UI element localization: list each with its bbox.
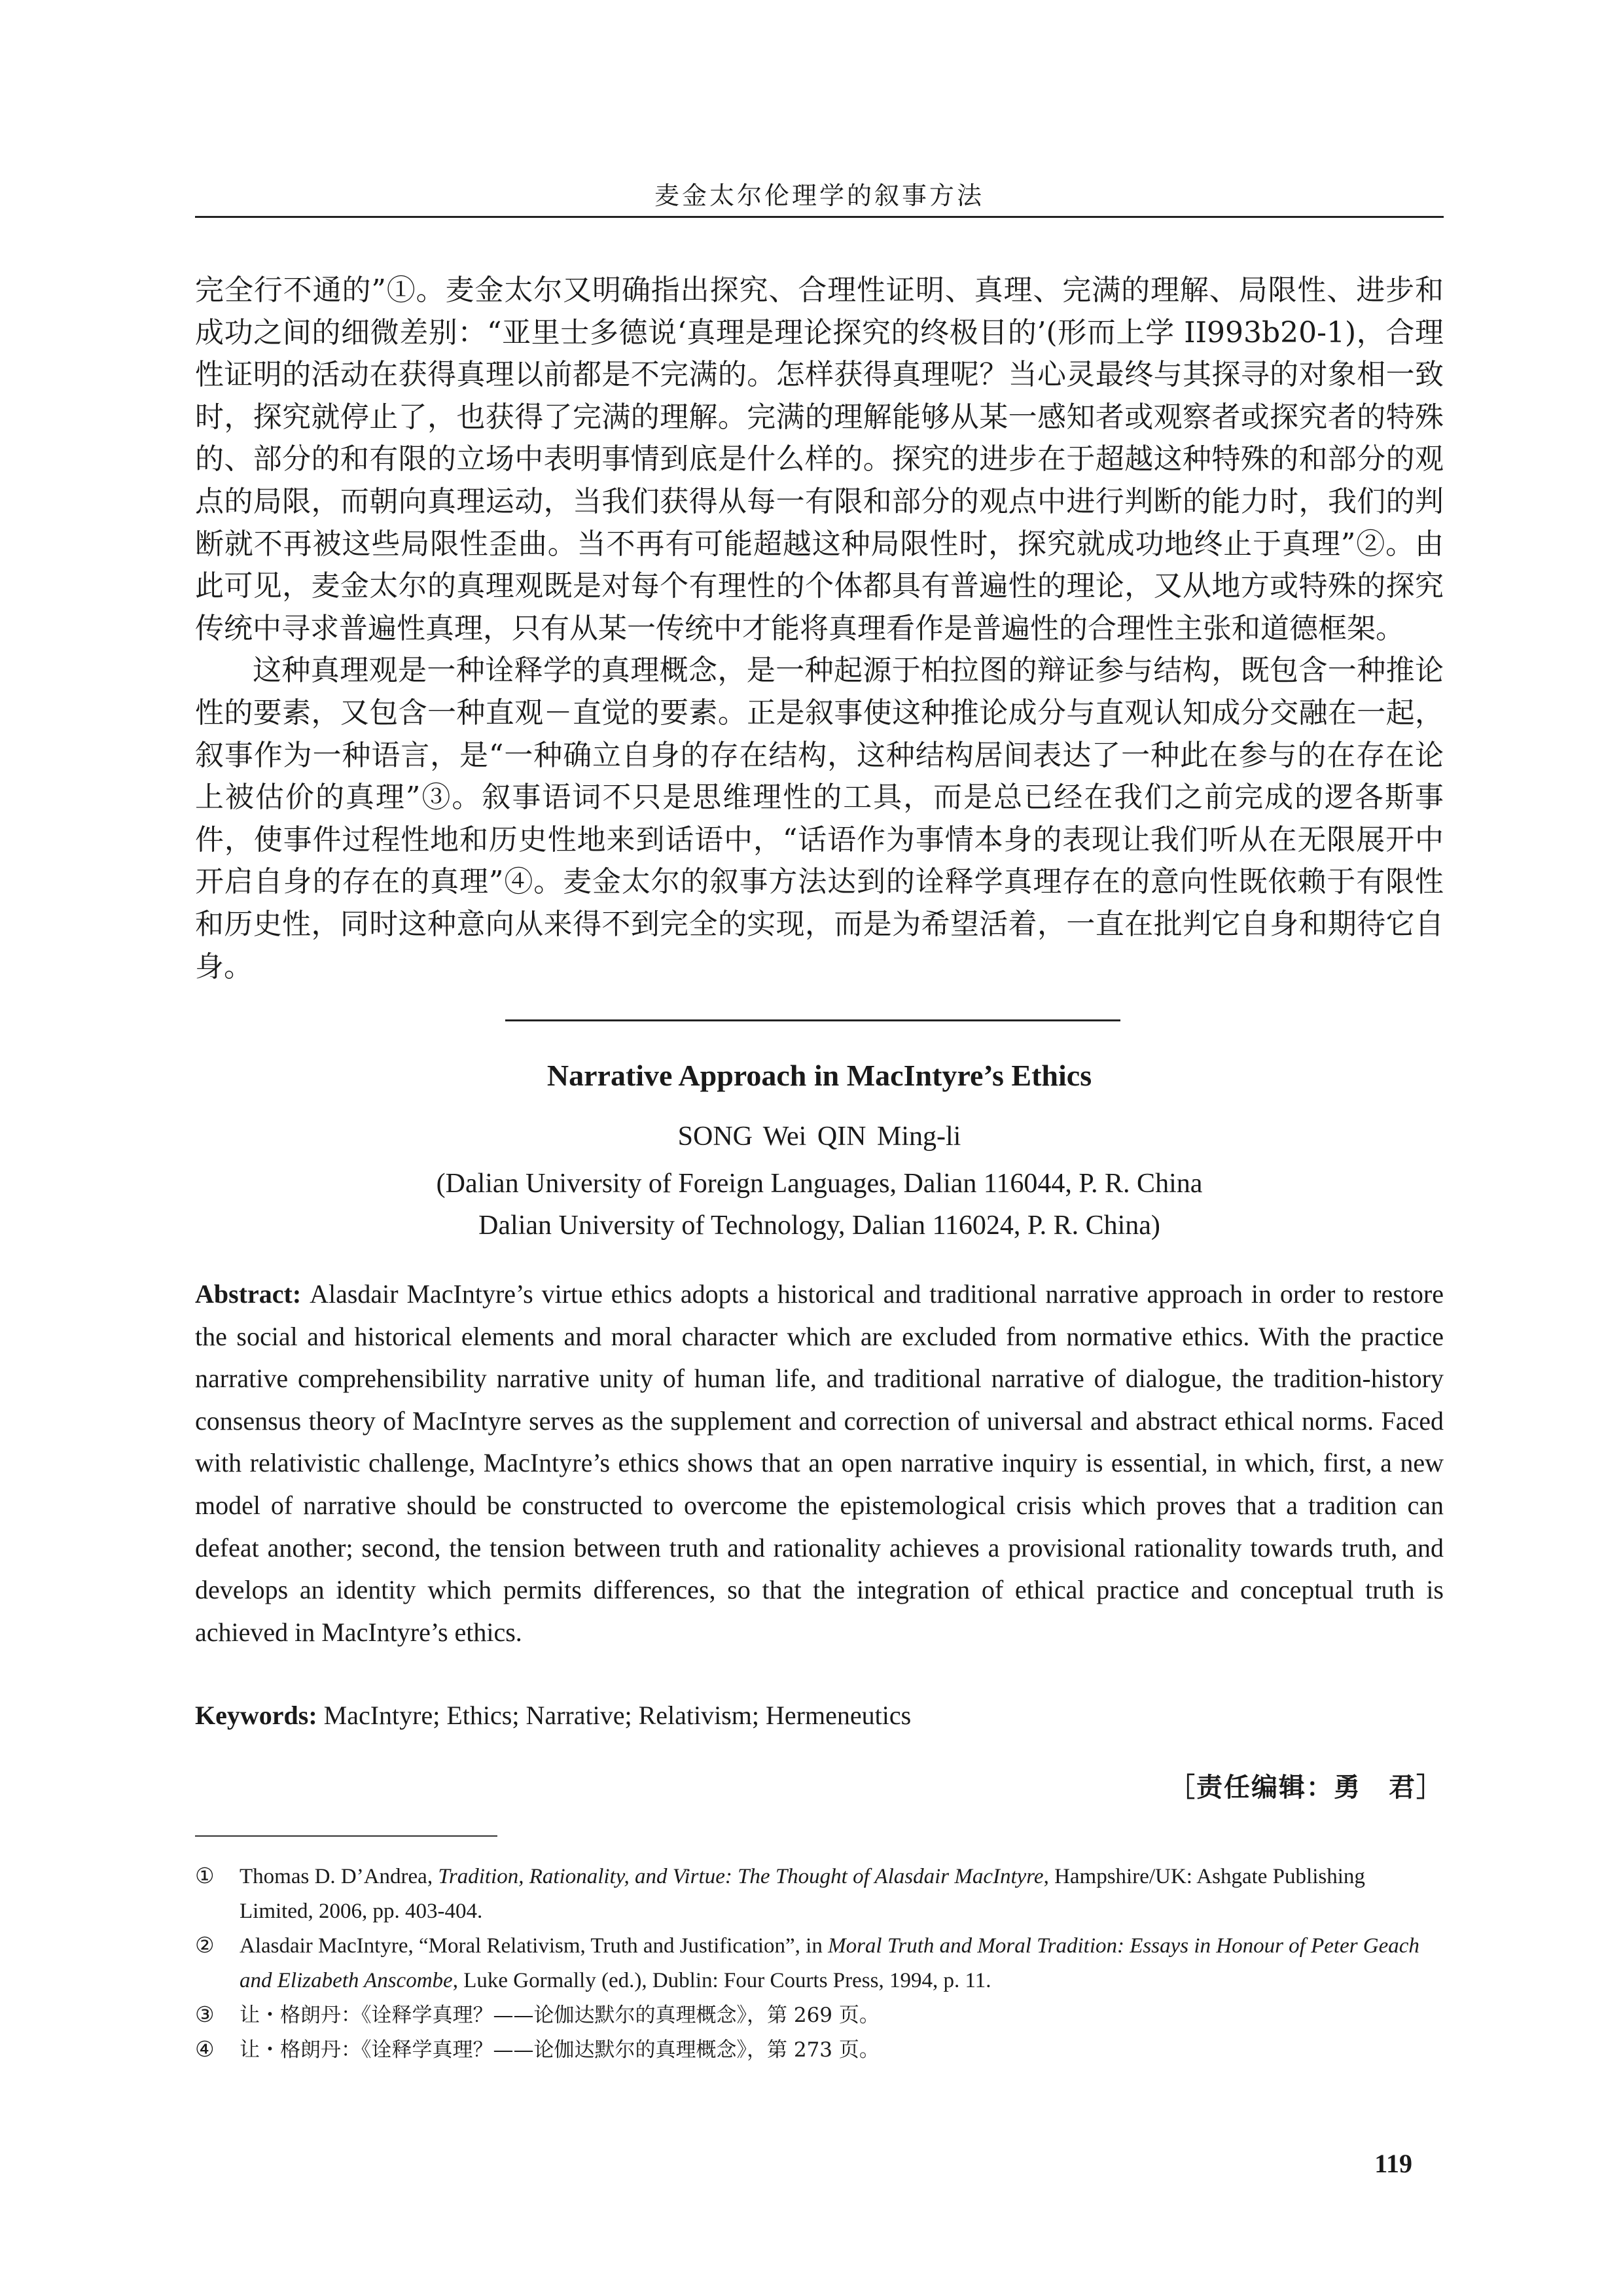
footnote-mark: ① xyxy=(195,1865,215,1888)
english-keywords: Keywords: MacIntyre; Ethics; Narrative; Relativism; Hermeneutics xyxy=(195,1701,912,1730)
cited-title: Moral Truth and Moral Tradition: Essays in Honour of Peter Geach and Elizabeth Anscombe xyxy=(240,1934,1419,1992)
header-rule xyxy=(195,216,1444,218)
responsible-editor: ［责任编辑：勇 君］ xyxy=(1169,1773,1444,1803)
affiliation-line: (Dalian University of Foreign Languages, Dalian 116044, P. R. China xyxy=(436,1169,1203,1199)
footnote-mark: ③ xyxy=(195,2004,215,2027)
page-number: 119 xyxy=(1374,2149,1412,2178)
abstract-text: Alasdair MacIntyre’s virtue ethics adopts a historical and traditional narrative approach in order to restore the social and historical elements and moral character which are excluded from normative ethics. With the practice narrative comprehensibility narrative unity of human life, and traditional narrative of dialogue, the tradition-history consensus theory of MacIntyre serves as the supplement and correction of universal and abstract ethical norms. Faced with relativistic challenge, MacIntyre’s ethics shows that an open narrative inquiry is essential, in which, first, a new model of narrative should be constructed to overcome the epistemological crisis which proves that a tradition can defeat another; second, the tension between truth and rationality achieves a provisional rationality towards truth, and develops an identity which permits differences, so that the integration of ethical practice and conceptual truth is achieved in MacIntyre’s ethics. xyxy=(195,1279,1444,1647)
footnote: ④ 让・格朗丹：《诠释学真理？——论伽达默尔的真理概念》，第 273 页。 xyxy=(195,2033,1444,2068)
footnote-mark: ④ xyxy=(195,2038,215,2062)
footnote-mark: ② xyxy=(195,1934,215,1958)
running-header: 麦金太尔伦理学的叙事方法 xyxy=(654,181,984,210)
english-authors: SONG Wei QIN Ming-li xyxy=(677,1122,961,1152)
english-affiliations xyxy=(196,1163,1442,1246)
english-title: Narrative Approach in MacIntyre’s Ethics xyxy=(546,1059,1092,1092)
footnote: ① Thomas D. D’Andrea, Tradition, Rationality, and Virtue: The Thought of Alasdair MacIntyre, Hampshire/UK: Ashgate Publishing Limited, 2006, pp. 403-404. xyxy=(195,1860,1444,1929)
footnote-rule xyxy=(195,1835,497,1837)
footnotes xyxy=(195,1860,1444,2068)
affiliation-line: Dalian University of Technology, Dalian 116024, P. R. China) xyxy=(478,1210,1160,1241)
keywords-text: MacIntyre; Ethics; Narrative; Relativism; Hermeneutics xyxy=(323,1701,912,1730)
abstract-label: Abstract xyxy=(195,1279,293,1309)
body-paragraph: 完全行不通的”①。麦金太尔又明确指出探究、合理性证明、真理、完满的理解、局限性、进步和成功之间的细微差别：“亚里士多德说‘真理是理论探究的终极目的’(形而上学 II993b20-1)，合理性证明的活动在获得真理以前都是不完满的。怎样获得真理呢？当心灵最终与其探寻的对象相一致时，探究就停止了，也获得了完满的理解。完满的理解能够从某一感知者或观察者或探究者的特殊的、部分的和有限的立场中表明事情到底是什么样的。探究的进步在于超越这种特殊的和部分的观点的局限，而朝向真理运动，当我们获得从每一有限和部分的观点中进行判断的能力时，我们的判断就不再被这些局限性歪曲。当不再有可能超越这种局限性时，探究就成功地终止于真理”②。由此可见，麦金太尔的真理观既是对每个有理性的个体都具有普遍性的理论，又从地方或特殊的探究传统中寻求普遍性真理，只有从某一传统中才能将真理看作是普遍性的合理性主张和道德框架。 xyxy=(195,274,1444,645)
footnote: ② Alasdair MacIntyre, “Moral Relativism, Truth and Justification”, in Moral Truth and Moral Tradition: Essays in Honour of Peter Geach and Elizabeth Anscombe, Luke Gormally (ed.), Dublin: Four Courts Press, 1994, p. 11. xyxy=(195,1929,1444,1998)
section-divider xyxy=(505,1019,1120,1021)
body-paragraph: 这种真理观是一种诠释学的真理概念，是一种起源于柏拉图的辩证参与结构，既包含一种推论性的要素，又包含一种直观－直觉的要素。正是叙事使这种推论成分与直观认知成分交融在一起，叙事作为一种语言，是“一种确立自身的存在结构，这种结构居间表达了一种此在参与的在存在论上被估价的真理”③。叙事语词不只是思维理性的工具，而是总已经在我们之前完成的逻各斯事件，使事件过程性地和历史性地来到话语中，“话语作为事情本身的表现让我们听从在无限展开中开启自身的存在的真理”④。麦金太尔的叙事方法达到的诠释学真理存在的意向性既依赖于有限性和历史性，同时这种意向从来得不到完全的实现，而是为希望活着，一直在批判它自身和期待它自身。 xyxy=(195,654,1444,983)
chinese-body-text xyxy=(195,270,1444,988)
keywords-label: Keywords xyxy=(195,1701,309,1730)
cited-title: Tradition, Rationality, and Virtue: The Thought of Alasdair MacIntyre xyxy=(438,1865,1044,1888)
english-abstract: Abstract: Alasdair MacIntyre’s virtue ethics adopts a historical and traditional narrative approach in order to restore the social and historical elements and moral character which are excluded from normative ethics. With the practice narrative comprehensibility narrative unity of human life, and traditional narrative of dialogue, the tradition-history consensus theory of MacIntyre serves as the supplement and correction of universal and abstract ethical norms. Faced with relativistic challenge, MacIntyre’s ethics shows that an open narrative inquiry is essential, in which, first, a new model of narrative should be constructed to overcome the epistemological crisis which proves that a tradition can defeat another; second, the tension between truth and rationality achieves a provisional rationality towards truth, and develops an identity which permits differences, so that the integration of ethical practice and conceptual truth is achieved in MacIntyre’s ethics. xyxy=(195,1279,1444,1647)
footnote: ③ 让・格朗丹：《诠释学真理？——论伽达默尔的真理概念》，第 269 页。 xyxy=(195,1998,1444,2033)
